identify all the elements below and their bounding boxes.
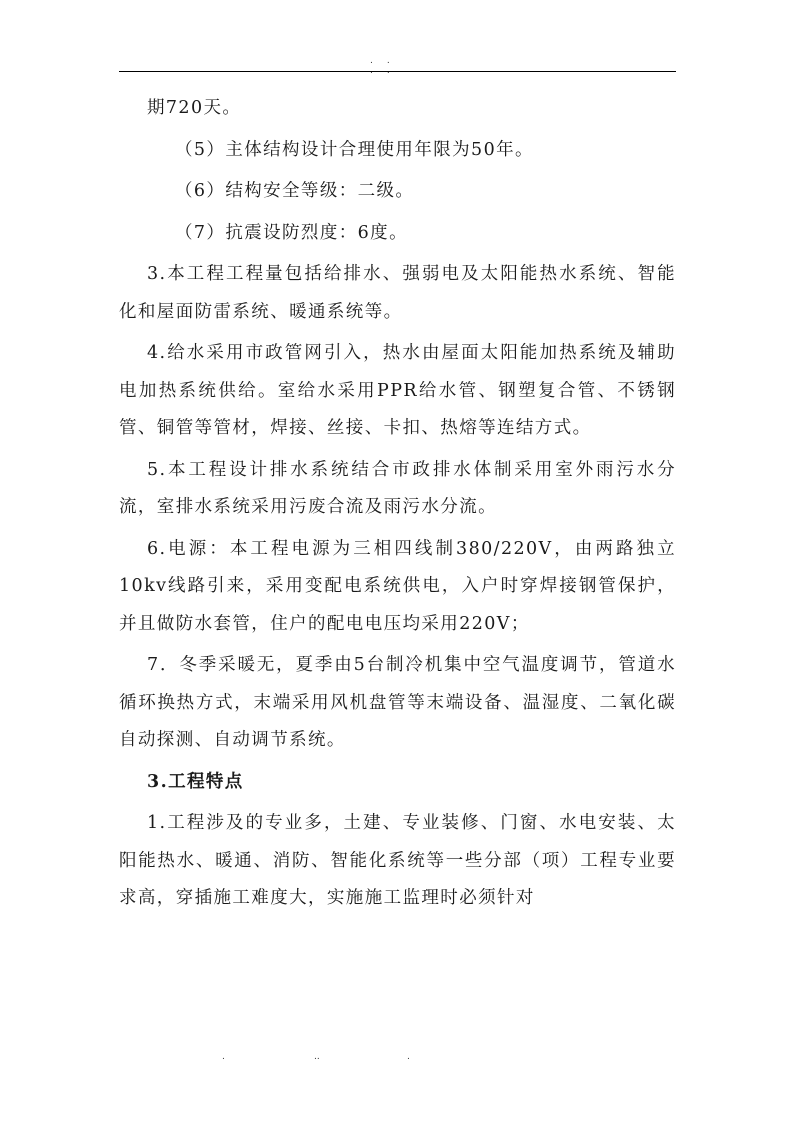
footer-mark-1: . — [222, 1052, 225, 1062]
footer-mark-3: . — [407, 1052, 410, 1062]
paragraph-design-life: （5）主体结构设计合理使用年限为50年。 — [175, 139, 534, 160]
paragraph-power: 6.电源：本工程电源为三相四线制380/220V，由两路独立10kv线路引来，采用变配电系统供电，入户时穿焊接钢管保护，并且做防水套管，住户的配电电压均采用220V； — [119, 538, 676, 634]
footer-mark-2: .. — [314, 1052, 320, 1062]
paragraph-feature-1: 1.工程涉及的专业多，土建、专业装修、门窗、水电安装、太阳能热水、暖通、消防、智能化系统等一些分部（项）工程专业要求高，穿插施工难度大，实施施工监理时必须针对 — [119, 813, 676, 908]
header-rule — [119, 71, 676, 72]
paragraph-water-supply: 4.给水采用市政管网引入，热水由屋面太阳能加热系统及辅助电加热系统供给。室给水采用PPR给水管、钢塑复合管、不锈钢管、铜管等管材，焊接、丝接、卡扣、热熔等连结方式。 — [119, 343, 676, 438]
paragraph-scope: 3.本工程工程量包括给排水、强弱电及太阳能热水系统、智能化和屋面防雷系统、暖通系统等。 — [119, 264, 676, 322]
paragraph-period: 期720天。 — [147, 98, 242, 118]
document-body — [119, 90, 676, 918]
header-marks: .. .. — [370, 56, 404, 76]
section-heading-features: 3.工程特点 — [147, 771, 244, 792]
paragraph-safety-level: （6）结构安全等级：二级。 — [175, 181, 415, 201]
paragraph-drainage: 5.本工程设计排水系统结合市政排水体制采用室外雨污水分流，室排水系统采用污废合流及雨污水分流。 — [119, 459, 676, 517]
paragraph-seismic: （7）抗震设防烈度：6度。 — [175, 222, 408, 243]
paragraph-hvac: 7．冬季采暖无，夏季由5台制冷机集中空气温度调节，管道水循环换热方式，末端采用风机盘管等末端设备、温湿度、二氧化碳自动探测、自动调节系统。 — [119, 655, 676, 750]
